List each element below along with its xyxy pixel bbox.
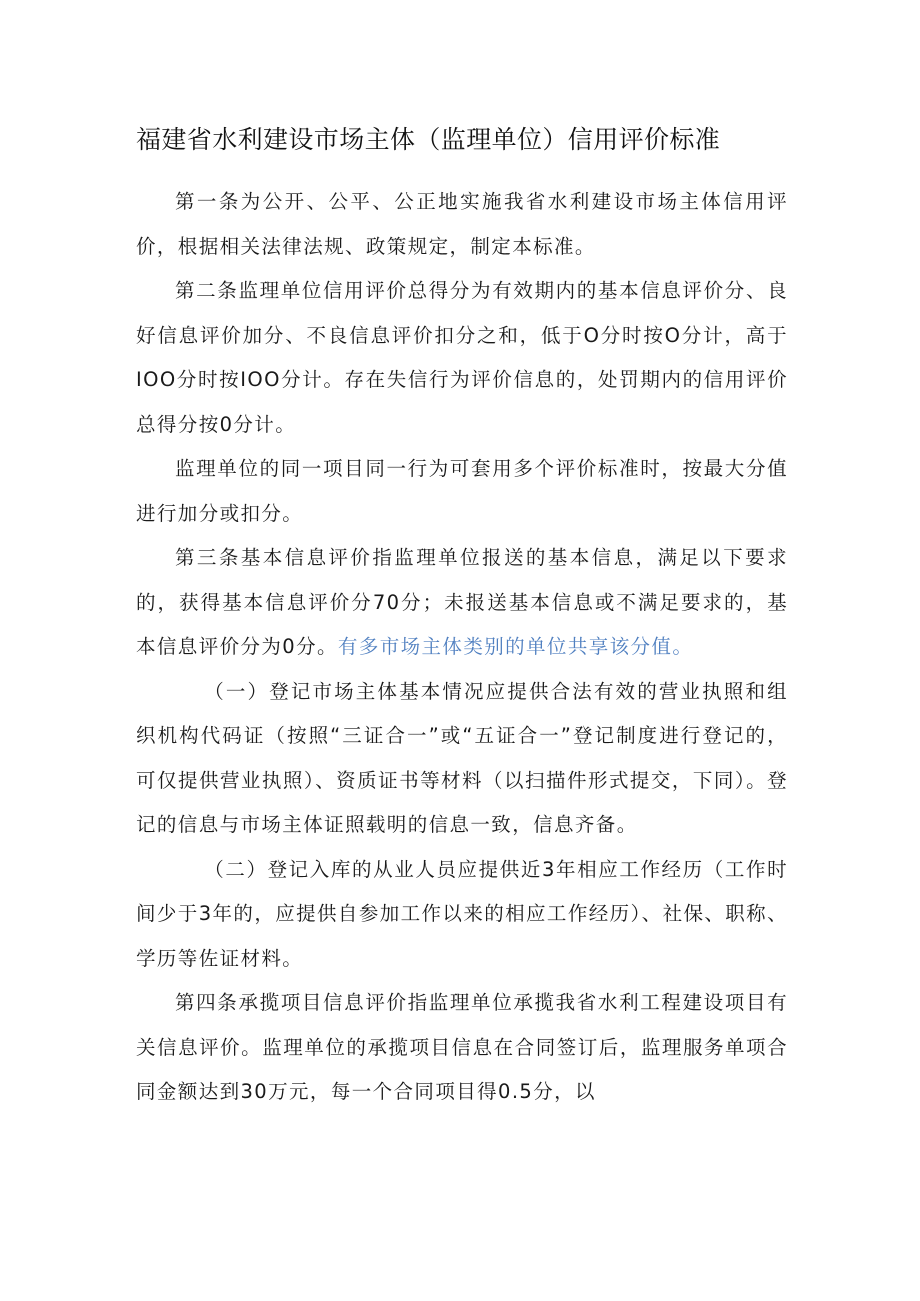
article-1-paragraph: 第一条为公开、公平、公正地实施我省水利建设市场主体信用评价，根据相关法律法规、政策规定，制定本标准。 xyxy=(136,190,788,258)
article-3-highlight-text: 有多市场主体类别的单位共享该分值。 xyxy=(337,635,694,658)
article-2-paragraph: 第二条监理单位信用评价总得分为有效期内的基本信息评价分、良好信息评价加分、不良信息评价扣分之和，低于O分时按O分计，高于IOO分时按IOO分计。存在失信行为评价信息的，处罚期内的信用评价总得分按0分计。 xyxy=(136,279,788,436)
article-2-supplement-paragraph: 监理单位的同一项目同一行为可套用多个评价标准时，按最大分值进行加分或扣分。 xyxy=(136,457,788,525)
document-title: 福建省水利建设市场主体（监理单位）信用评价标准 xyxy=(136,125,721,154)
article-3-item-1-paragraph: （一）登记市场主体基本情况应提供合法有效的营业执照和组织机构代码证（按照“三证合一”或“五证合一”登记制度进行登记的，可仅提供营业执照）、资质证书等材料（以扫描件形式提交，下同）。登记的信息与市场主体证照载明的信息一致，信息齐备。 xyxy=(136,679,788,836)
article-3-paragraph xyxy=(136,536,788,670)
document-page xyxy=(136,118,788,1115)
article-3-item-2-paragraph: （二）登记入库的从业人员应提供近3年相应工作经历（工作时间少于3年的，应提供自参加工作以来的相应工作经历）、社保、职称、学历等佐证材料。 xyxy=(136,857,788,970)
article-3-text: 第三条基本信息评价指监理单位报送的基本信息，满足以下要求的，获得基本信息评价分70分；未报送基本信息或不满足要求的，基本信息评价分为0分。 xyxy=(136,546,788,658)
article-4-paragraph: 第四条承揽项目信息评价指监理单位承揽我省水利工程建设项目有关信息评价。监理单位的承揽项目信息在合同签订后，监理服务单项合同金额达到30万元，每一个合同项目得0.5分，以 xyxy=(136,991,788,1103)
